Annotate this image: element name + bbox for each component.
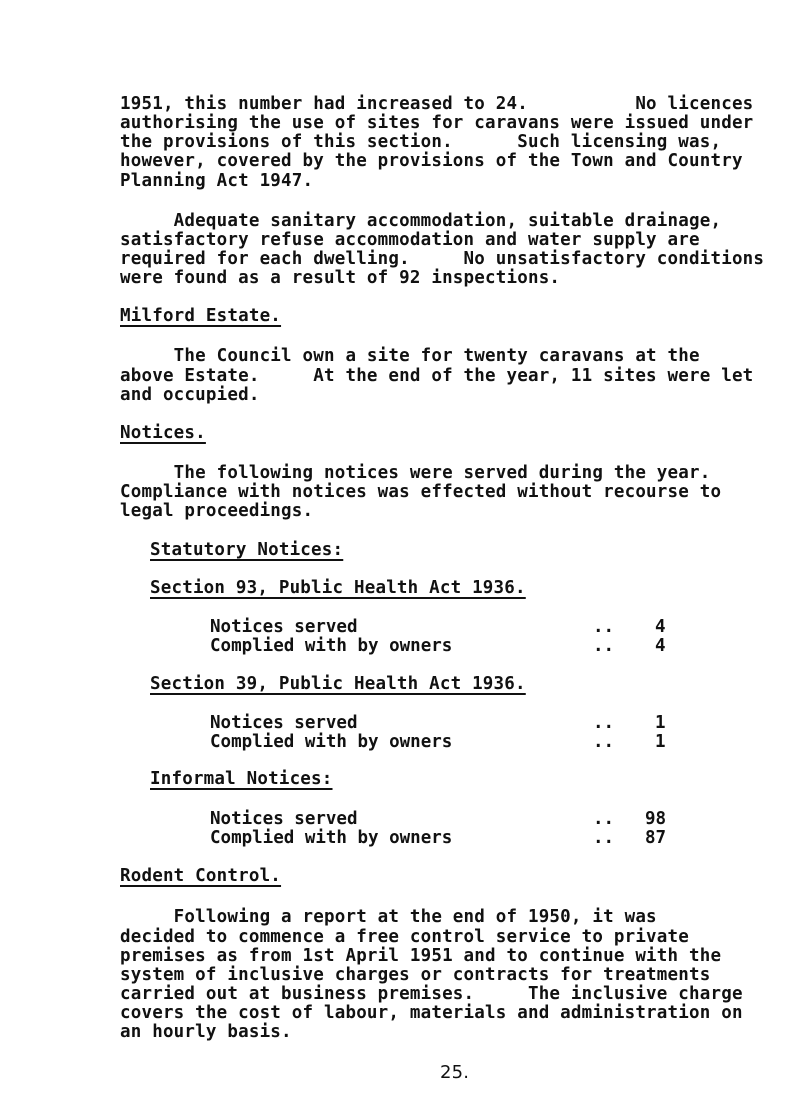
leader-dots: .. (593, 809, 615, 829)
notices-served-value: 98 (645, 809, 667, 829)
body-text-line: the provisions of this section. Such licensing was, (120, 132, 722, 152)
section-93-heading: Section 93, Public Health Act 1936. (150, 578, 526, 598)
complied-label: Complied with by owners (210, 732, 453, 752)
notices-served-value: 1 (655, 713, 666, 733)
body-text-line: decided to commence a free control service to private (120, 927, 690, 947)
notices-served-label: Notices served (210, 617, 358, 637)
leader-dots: .. (593, 732, 615, 752)
body-text-line: authorising the use of sites for caravans were issued under (120, 113, 754, 133)
body-text-line: were found as a result of 92 inspections. (120, 268, 561, 288)
body-text-line: required for each dwelling. No unsatisfactory conditions (120, 249, 765, 269)
body-text-line: Adequate sanitary accommodation, suitable drainage, (120, 211, 722, 231)
body-text-line: premises as from 1st April 1951 and to continue with the (120, 946, 722, 966)
notices-served-label: Notices served (210, 713, 358, 733)
body-text-line: legal proceedings. (120, 501, 314, 521)
page-number: 25. (440, 1062, 470, 1083)
section-heading-milford: Milford Estate. (120, 306, 282, 326)
notices-served-label: Notices served (210, 809, 358, 829)
complied-value: 1 (655, 732, 666, 752)
body-text-line: an hourly basis. (120, 1022, 292, 1042)
leader-dots: .. (593, 828, 615, 848)
informal-notices-heading: Informal Notices: (150, 769, 333, 789)
notices-served-value: 4 (655, 617, 666, 637)
body-text-line: above Estate. At the end of the year, 11 sites were let (120, 366, 754, 386)
complied-value: 4 (655, 636, 666, 656)
complied-label: Complied with by owners (210, 828, 453, 848)
leader-dots: .. (593, 617, 615, 637)
body-text-line: Planning Act 1947. (120, 171, 314, 191)
body-text-line: Following a report at the end of 1950, it was (120, 907, 657, 927)
section-39-heading: Section 39, Public Health Act 1936. (150, 674, 526, 694)
body-text-line: and occupied. (120, 385, 260, 405)
body-text-line: The following notices were served during the year. (120, 463, 711, 483)
leader-dots: .. (593, 713, 615, 733)
section-heading-notices: Notices. (120, 423, 206, 443)
section-heading-rodent: Rodent Control. (120, 866, 282, 886)
body-text-line: however, covered by the provisions of the Town and Country (120, 151, 743, 171)
complied-label: Complied with by owners (210, 636, 453, 656)
body-text-line: system of inclusive charges or contracts for treatments (120, 965, 711, 985)
leader-dots: .. (593, 636, 615, 656)
body-text-line: 1951, this number had increased to 24. No licences (120, 94, 754, 114)
complied-value: 87 (645, 828, 667, 848)
body-text-line: The Council own a site for twenty caravans at the (120, 346, 700, 366)
body-text-line: Compliance with notices was effected without recourse to (120, 482, 722, 502)
statutory-notices-heading: Statutory Notices: (150, 540, 344, 560)
body-text-line: covers the cost of labour, materials and administration on (120, 1003, 743, 1023)
body-text-line: carried out at business premises. The inclusive charge (120, 984, 743, 1004)
body-text-line: satisfactory refuse accommodation and water supply are (120, 230, 700, 250)
